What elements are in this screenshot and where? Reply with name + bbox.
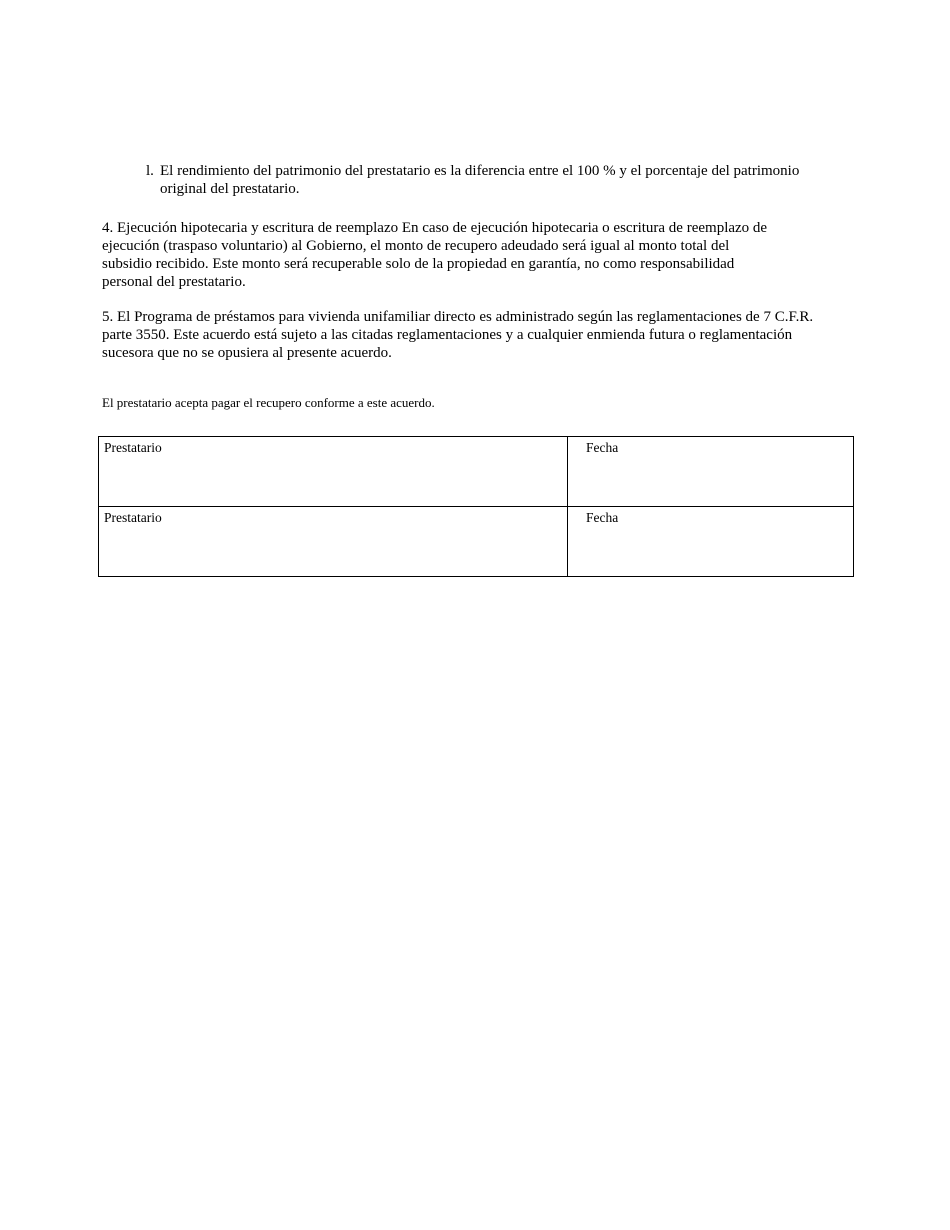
date-label: Fecha (586, 510, 619, 525)
date-cell[interactable] (568, 437, 854, 507)
acceptance-statement: El prestatario acepta pagar el recupero conforme a este acuerdo. (102, 395, 435, 410)
section-4-line: ejecución (traspaso voluntario) al Gobierno, el monto de recupero adeudado será igual al monto total del (102, 238, 730, 254)
borrower-label: Prestatario (104, 510, 162, 525)
borrower-label: Prestatario (104, 440, 162, 455)
section-4-foreclosure (102, 219, 814, 291)
date-label: Fecha (586, 440, 619, 455)
section-4-line: 4. Ejecución hipotecaria y escritura de reemplazo En caso de ejecución hipotecaria o escritura de reemplazo de (102, 220, 768, 236)
section-5-line: parte 3550. Este acuerdo está sujeto a las citadas reglamentaciones y a cualquier enmienda futura o reglamentación (102, 327, 793, 343)
section-5-program (102, 308, 862, 362)
signature-row (99, 507, 854, 577)
date-cell[interactable] (568, 507, 854, 577)
list-item-l (146, 163, 836, 198)
signature-table (98, 436, 854, 577)
section-5-line: sucesora que no se opusiera al presente acuerdo. (102, 345, 392, 361)
section-4-line: subsidio recibido. Este monto será recuperable solo de la propiedad en garantía, no como responsabilidad (102, 256, 735, 272)
list-marker: l. (146, 163, 154, 179)
list-item-text: El rendimiento del patrimonio del prestatario es la diferencia entre el 100 % y el porcentaje del patrimonio original del prestatario. (160, 163, 800, 197)
borrower-signature-cell[interactable] (99, 437, 568, 507)
borrower-signature-cell[interactable] (99, 507, 568, 577)
signature-row (99, 437, 854, 507)
section-4-line: personal del prestatario. (102, 274, 246, 290)
section-5-line: 5. El Programa de préstamos para vivienda unifamiliar directo es administrado según las reglamentaciones de 7 C.F.R. (102, 309, 814, 325)
